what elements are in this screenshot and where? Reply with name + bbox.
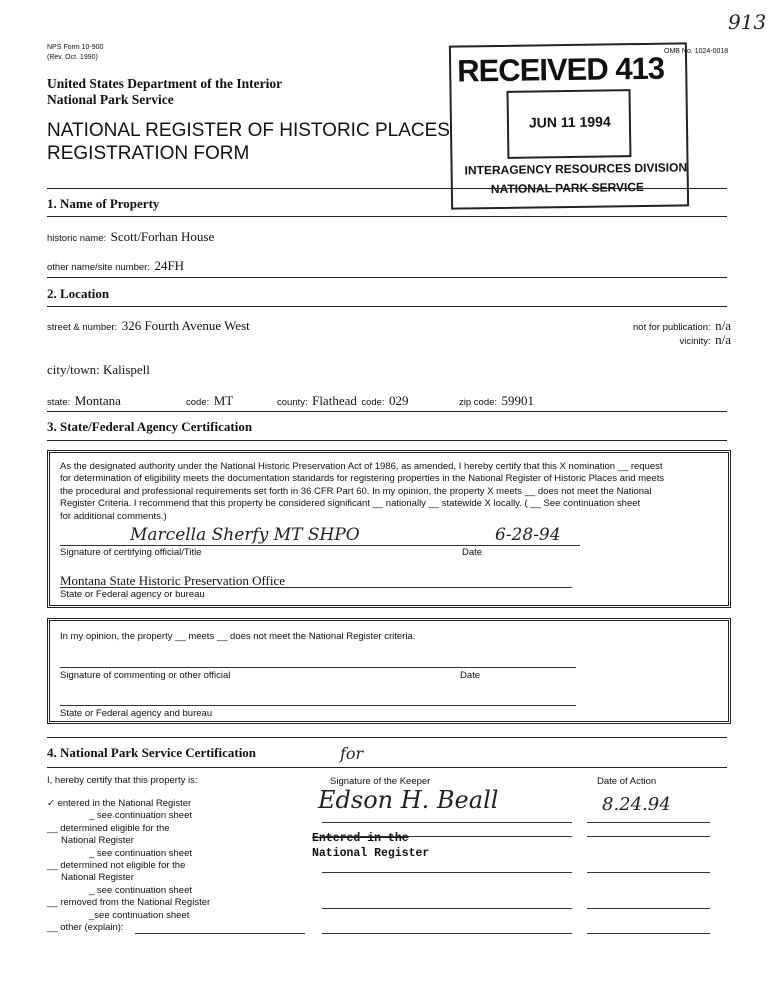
vicinity-field: [680, 331, 732, 349]
agency-line1: United States Department of the Interior: [47, 76, 283, 91]
county-value: Flathead: [312, 393, 357, 408]
stamp-date-box: [507, 89, 632, 159]
date-line: [587, 836, 710, 837]
other-name-label: other name/site number:: [47, 262, 150, 273]
handwritten-number: 913: [728, 10, 767, 34]
para-line: for additional comments.): [60, 510, 167, 522]
para-line: for determination of eligibility meets the documentation standards for registering properties in the National Register of Historic Places and meets: [60, 473, 665, 485]
opinion-text: In my opinion, the property __ meets __ does not meet the National Register criteria.: [60, 631, 416, 642]
keeper-line: [322, 836, 572, 837]
state-code-label: code:: [186, 397, 210, 408]
para-line: the procedural and professional requirements set forth in 36 CFR Part 60. In my opinion, the property X meets __ does not meet the National: [60, 485, 652, 497]
stamp-date: JUN 11 1994: [528, 113, 611, 131]
status-not-eligible-cont: National Register: [61, 872, 134, 884]
divider: [47, 737, 727, 738]
divider: [47, 188, 727, 189]
date-of-action-label: Date of Action: [597, 776, 657, 787]
stamp-service: NATIONAL PARK SERVICE: [490, 179, 645, 197]
divider: [47, 767, 727, 768]
county-code-label: code:: [361, 397, 385, 408]
commenting-official-box: [47, 618, 731, 724]
keeper-line: [322, 822, 572, 823]
city-field: [47, 362, 150, 378]
continuation-option: _see continuation sheet: [89, 909, 190, 921]
para-line: Register Criteria. I recommend that this property be considered significant __ nationally __ statewide X locally. ( __ See continuation sheet: [60, 498, 641, 510]
date-line: [587, 822, 710, 823]
keeper-line: [322, 933, 572, 934]
signature-label: Signature of certifying official/Title: [60, 547, 202, 558]
form-id: NPS Form 10-900: [47, 44, 104, 51]
historic-name-label: historic name:: [47, 233, 107, 244]
date-label: Date: [462, 547, 483, 558]
section3-heading: 3. State/Federal Agency Certification: [47, 419, 253, 434]
nfp-label: not for publication:: [633, 322, 711, 333]
divider: [47, 411, 727, 412]
form-title-2: REGISTRATION FORM: [47, 143, 250, 164]
status-eligible-cont: National Register: [61, 835, 134, 847]
nps-intro: I, hereby certify that this property is:: [47, 775, 198, 786]
keeper-signature: Edson H. Beall: [318, 786, 499, 814]
zip-value: 59901: [501, 393, 534, 408]
vicinity-value: n/a: [715, 332, 731, 347]
certifying-date: 6-28-94: [495, 525, 561, 545]
agency-line2: National Park Service: [47, 92, 174, 107]
street-field: [47, 317, 250, 335]
nps-status-list: [47, 798, 210, 934]
continuation-option: _ see continuation sheet: [89, 847, 192, 859]
status-not-eligible: __ determined not eligible for the: [47, 860, 186, 872]
city-label: city/town:: [47, 362, 100, 377]
state-certification-box: [47, 450, 731, 608]
agency-line: [60, 587, 572, 588]
divider: [47, 306, 727, 307]
nfp-value: n/a: [715, 318, 731, 333]
status-removed: __ removed from the National Register: [47, 897, 211, 909]
section1-heading: 1. Name of Property: [47, 196, 160, 211]
keeper-line: [322, 872, 572, 873]
comment-agency-line: [60, 705, 576, 706]
entered-stamp-2: National Register: [312, 847, 430, 860]
street-label: street & number:: [47, 322, 118, 333]
divider: [47, 277, 727, 278]
signature-line: [60, 545, 580, 546]
state-field: [47, 392, 121, 410]
stamp-received: RECEIVED 413: [456, 50, 665, 89]
section4-heading: 4. National Park Service Certification: [47, 745, 257, 760]
comment-signature-label: Signature of commenting or other official: [60, 670, 231, 681]
vicinity-label: vicinity:: [679, 336, 711, 347]
stamp-division: INTERAGENCY RESOURCES DIVISION: [464, 160, 688, 178]
county-label: county:: [277, 397, 308, 408]
form-rev: (Rev. Oct. 1990): [47, 54, 98, 61]
historic-name-value: Scott/Forhan House: [110, 229, 215, 244]
date-line: [587, 933, 710, 934]
status-other: __ other (explain):: [47, 922, 124, 934]
explain-line: [135, 933, 305, 934]
keeper-line: [322, 908, 572, 909]
county-field: [277, 392, 409, 410]
other-name-value: 24FH: [154, 258, 185, 273]
comment-date-label: Date: [460, 670, 481, 681]
street-value: 326 Fourth Avenue West: [121, 318, 250, 333]
entered-stamp-1: Entered in the: [312, 832, 409, 845]
date-line: [587, 908, 710, 909]
omb-number: OMB No. 1024-0018: [664, 48, 729, 55]
historic-name-field: [47, 228, 214, 246]
para-line: As the designated authority under the National Historic Preservation Act of 1986, as amended, I hereby certify that this X nomination __ request: [60, 461, 663, 472]
certification-paragraph: [60, 461, 664, 523]
zip-field: [459, 392, 534, 410]
status-entered: ✓ entered in the National Register: [47, 798, 192, 809]
county-code-value: 029: [389, 393, 409, 408]
action-date: 8.24.94: [602, 794, 671, 815]
zip-label: zip code:: [459, 397, 498, 408]
agency-value: Montana State Historic Preservation Office: [60, 573, 286, 588]
continuation-option: _ see continuation sheet: [89, 884, 192, 896]
for-annotation: for: [340, 744, 364, 763]
section2-heading: 2. Location: [47, 286, 110, 301]
date-line: [587, 872, 710, 873]
comment-agency-label: State or Federal agency and bureau: [60, 708, 213, 719]
comment-signature-line: [60, 667, 576, 668]
state-code-value: MT: [213, 393, 234, 408]
state-code-field: [186, 392, 233, 410]
city-value: Kalispell: [102, 362, 150, 377]
divider: [47, 440, 727, 441]
keeper-label: Signature of the Keeper: [330, 776, 431, 787]
other-name-field: [47, 257, 184, 275]
status-eligible: __ determined eligible for the: [47, 822, 170, 834]
continuation-option: _ see continuation sheet: [89, 810, 192, 822]
received-stamp: [449, 42, 689, 209]
agency-label: State or Federal agency or bureau: [60, 589, 205, 600]
state-value: Montana: [74, 393, 121, 408]
divider: [47, 216, 727, 217]
form-title-1: NATIONAL REGISTER OF HISTORIC PLACES: [47, 120, 450, 141]
state-label: state:: [47, 397, 71, 408]
certifying-signature: Marcella Sherfy MT SHPO: [130, 525, 360, 545]
